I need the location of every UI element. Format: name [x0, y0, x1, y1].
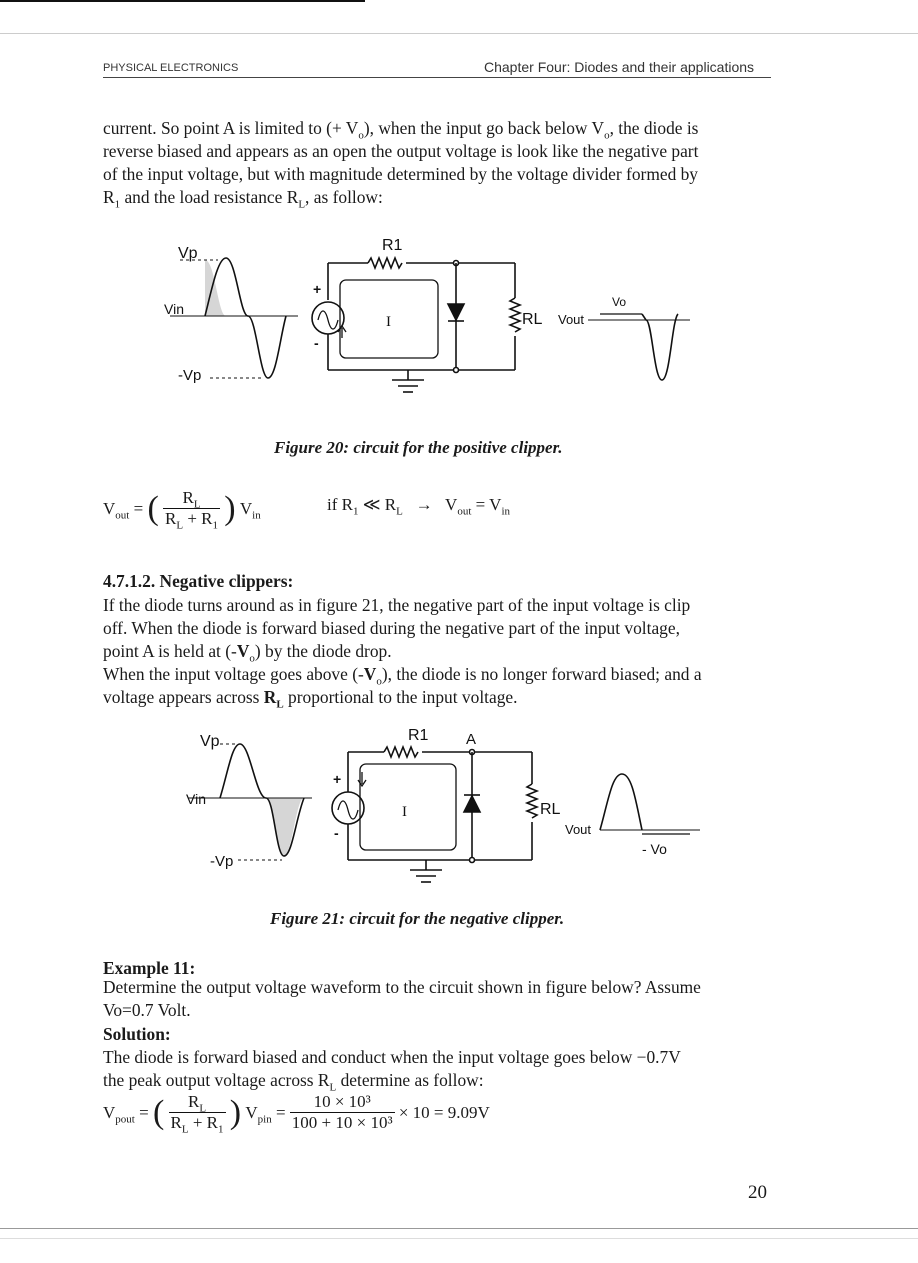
fig21-label-plus: +: [333, 771, 342, 787]
fig21-label-loop: I: [402, 804, 407, 820]
fig21-node-bottom: [470, 858, 475, 863]
figure-20-caption: Figure 20: circuit for the positive clipper.: [274, 438, 563, 457]
intro-line-2: reverse biased and appears as an open the output voltage is look like the negative part: [103, 141, 699, 161]
fig21-label-minus: -: [334, 825, 339, 841]
equation-2: [103, 1092, 490, 1136]
solution-line-2: the peak output voltage across $R_L$ determine as follow:: [103, 1070, 484, 1094]
fig20-label-minus: -: [314, 335, 319, 351]
intro-line-1: current. So point A is limited to (+ $V_o$), when the input go back below $V_o$, the diode is: [103, 118, 699, 142]
fig21-source-wave: [338, 801, 358, 819]
eq1-fraction: [163, 488, 220, 532]
example-title: Example 11:: [103, 958, 196, 978]
fig20-resistor-rl: [510, 298, 520, 332]
section-line-1: If the diode turns around as in figure 21, the negative part of the input voltage is clip: [103, 595, 691, 615]
example-line-2: Vo=0.7 Volt.: [103, 1000, 191, 1020]
fig20-out-wave: [642, 314, 678, 380]
fig20-diode: [448, 304, 464, 320]
eq2-fraction-2: [290, 1092, 395, 1133]
fig21-label-negvp: -Vp: [210, 853, 234, 870]
fig21-label-r1: R1: [408, 727, 429, 744]
solution-title: Solution:: [103, 1024, 171, 1044]
fig20-resistor-r1: [368, 258, 402, 268]
eq2-fraction-1: [169, 1092, 226, 1136]
fig21-out-wave: [600, 774, 642, 830]
eq1-arrow: →: [415, 495, 433, 514]
eq1-numerator: $R_L$: [163, 488, 220, 509]
fig20-label-vin: Vin: [164, 301, 184, 317]
fig21-resistor-rl: [527, 784, 537, 818]
example-line-1: Determine the output voltage waveform to the circuit shown in figure below? Assume: [103, 977, 701, 997]
fig20-label-negvp: -Vp: [178, 367, 202, 384]
fig20-label-rl: RL: [522, 311, 543, 328]
fig21-loop-arrow: [358, 772, 366, 786]
fig20-circuit: [312, 258, 520, 392]
intro-paragraph: [103, 117, 771, 209]
fig21-diode: [464, 796, 480, 812]
section-line-5: voltage appears across $R_L$ proportional to the input voltage.: [103, 687, 518, 711]
section-line-3: point A is held at $(-V_o)$ by the diode drop.: [103, 641, 392, 665]
fig21-current-loop: [360, 764, 456, 850]
fig21-label-vout: Vout: [565, 822, 592, 837]
header-right: Chapter Four: Diodes and their applications: [484, 59, 755, 75]
eq1-paren-right: ): [224, 489, 236, 527]
intro-line-3: of the input voltage, but with magnitude determined by the voltage divider formed by: [103, 164, 699, 184]
solution-paragraph: [103, 1046, 771, 1092]
eq2-tail: × 10 = 9.09V: [398, 1102, 490, 1122]
fig20-label-r1: R1: [382, 237, 403, 254]
section-paragraph: [103, 594, 771, 709]
fig21-input-waveform: [188, 744, 312, 860]
eq2-paren-right: ): [229, 1093, 242, 1131]
scan-line-top: [0, 33, 918, 34]
fig20-label-vp: Vp: [178, 245, 198, 262]
example-paragraph: [103, 976, 771, 1022]
page-number: 20: [748, 1182, 767, 1203]
eq1-vin: $V_{in}$: [239, 498, 261, 521]
fig21-resistor-r1: [384, 747, 418, 757]
intro-line-4: $R_1$ and the load resistance $R_L$, as follow:: [103, 187, 383, 211]
solution-line-1: The diode is forward biased and conduct when the input voltage goes below −0.7V: [103, 1047, 681, 1067]
scan-border-top: [0, 0, 365, 2]
fig20-label-vout: Vout: [558, 312, 585, 327]
header-left: PHYSICAL ELECTRONICS: [103, 62, 239, 74]
figure-21-diagram: [180, 722, 720, 897]
fig21-circuit: [332, 747, 537, 882]
eq2-denominator-1: $R_L + R_1$: [170, 1113, 224, 1136]
eq2-numerator-2: 10 × 10³: [290, 1092, 395, 1113]
figure-21-caption: Figure 21: circuit for the negative clipper.: [270, 909, 565, 928]
fig20-label-loop: I: [386, 314, 391, 330]
fig21-label-vin: Vin: [186, 791, 206, 807]
eq2-lhs: $V_{pout}$ =: [103, 1102, 149, 1125]
fig20-output-waveform: [588, 314, 690, 380]
fig20-shaded-positive: [205, 260, 226, 316]
fig20-loop-arrow: [338, 326, 346, 338]
fig20-label-vo: Vo: [612, 295, 627, 309]
eq1-lhs: $V_{out}$ =: [103, 498, 144, 521]
eq2-vpin: $V_{pin}$ =: [245, 1102, 286, 1125]
fig21-output-waveform: [600, 774, 700, 834]
fig21-label-a: A: [466, 731, 477, 748]
fig20-input-waveform: [170, 258, 298, 378]
scan-line-bottom-2: [0, 1238, 918, 1239]
fig20-label-plus: +: [313, 281, 322, 297]
section-line-2: off. When the diode is forward biased during the negative part of the input voltage,: [103, 618, 680, 638]
eq1-condition: if $R_1$ ≪ $R_L$ → $V_{out} = V_{in}$: [327, 495, 511, 518]
fig20-node-bottom: [454, 368, 459, 373]
fig21-label-negvo: - Vo: [642, 841, 667, 857]
eq2-paren-left: (: [152, 1093, 165, 1131]
eq2-denominator-2: 100 + 10 × 10³: [291, 1113, 393, 1132]
fig21-label-vp: Vp: [200, 733, 220, 750]
fig20-sine: [205, 258, 286, 378]
eq2-numerator-1: $R_L$: [169, 1092, 226, 1113]
fig21-label-rl: RL: [540, 801, 561, 818]
equation-1: [103, 488, 261, 532]
scan-line-bottom-1: [0, 1228, 918, 1229]
section-line-4: When the input voltage goes above $(-V_o)$, the diode is no longer forward biased; and a: [103, 664, 702, 688]
eq1-paren-left: (: [147, 489, 159, 527]
section-heading: 4.7.1.2. Negative clippers:: [103, 571, 294, 591]
fig20-source-wave: [318, 311, 338, 329]
header-rule: [103, 77, 771, 78]
eq1-denominator: $R_L + R_1$: [165, 509, 219, 532]
figure-20-diagram: [160, 228, 720, 408]
